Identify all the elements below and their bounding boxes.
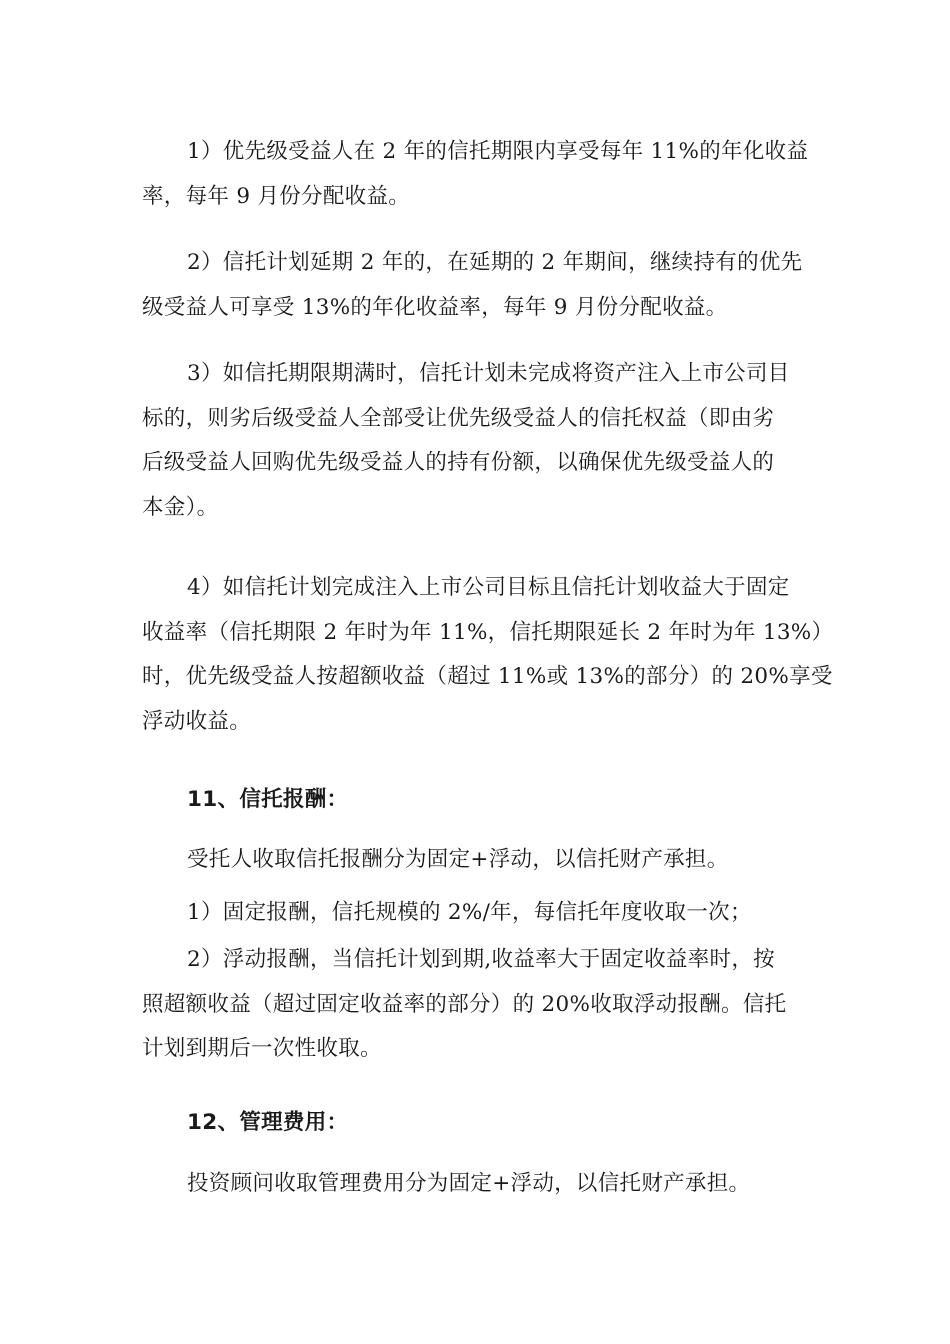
paragraph-4 (142, 566, 834, 744)
section-heading-11 (142, 778, 810, 823)
paragraph-line: 投资顾问收取管理费用分为固定+浮动，以信托财产承担。 (187, 1171, 751, 1196)
paragraph-line: 收益率（信托期限 2 年时为年 11%，信托期限延长 2 年时为年 13%） (142, 619, 834, 645)
paragraph-7 (142, 938, 810, 1072)
paragraph-line: 受托人收取信托报酬分为固定+浮动，以信托财产承担。 (187, 847, 729, 872)
paragraph-8 (142, 1162, 810, 1207)
paragraph-line: 1）优先级受益人在 2 年的信托期限内享受每年 11%的年化收益 (187, 139, 809, 164)
paragraph-line: 4）如信托计划完成注入上市公司目标且信托计划收益大于固定 (187, 575, 790, 600)
paragraph-2 (142, 241, 810, 330)
paragraph-line: 时，优先级受益人按超额收益（超过 11%或 13%的部分）的 20%享受 (142, 664, 833, 689)
section-heading: 11、信托报酬： (187, 787, 349, 812)
paragraph-line: 后级受益人回购优先级受益人的持有份额，以确保优先级受益人的 (142, 450, 775, 475)
paragraph-5 (142, 838, 810, 883)
paragraph-line: 本金）。 (142, 494, 219, 520)
paragraph-line: 2）信托计划延期 2 年的，在延期的 2 年期间，继续持有的优先 (187, 250, 803, 275)
paragraph-line: 计划到期后一次性收取。 (142, 1036, 382, 1061)
section-heading-12 (142, 1101, 810, 1146)
paragraph-line: 浮动收益。 (142, 708, 252, 734)
paragraph-6 (142, 891, 810, 936)
paragraph-line: 率，每年 9 月份分配收益。 (142, 183, 411, 209)
paragraph-line: 3）如信托期限期满时，信托计划未完成将资产注入上市公司目 (187, 361, 790, 386)
paragraph-line: 标的，则劣后级受益人全部受让优先级受益人的信托权益（即由劣 (142, 405, 775, 431)
paragraph-line: 2）浮动报酬，当信托计划到期,收益率大于固定收益率时，按 (187, 947, 775, 972)
paragraph-1 (142, 130, 810, 219)
paragraph-line: 1）固定报酬，信托规模的 2%/年，每信托年度收取一次； (187, 900, 752, 925)
paragraph-3 (142, 352, 810, 530)
section-heading: 12、管理费用： (187, 1110, 349, 1135)
paragraph-line: 级受益人可享受 13%的年化收益率，每年 9 月份分配收益。 (142, 294, 728, 320)
paragraph-line: 照超额收益（超过固定收益率的部分）的 20%收取浮动报酬。信托 (142, 991, 787, 1017)
